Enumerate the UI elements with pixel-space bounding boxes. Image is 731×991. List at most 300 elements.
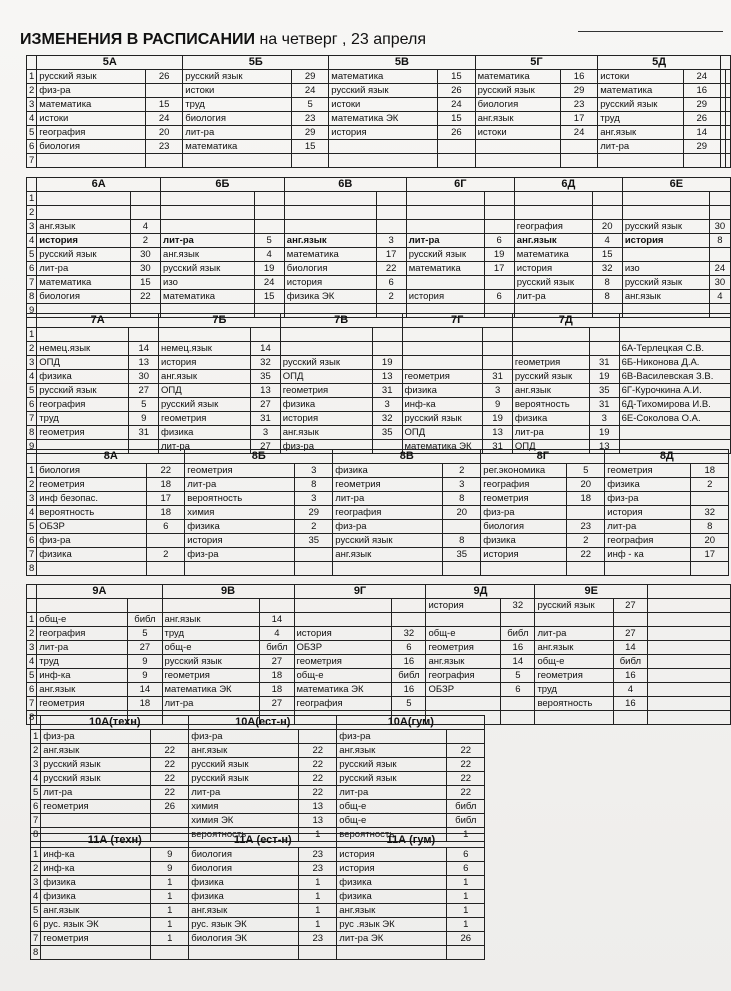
subject-cell: анг.язык: [37, 220, 131, 234]
subject-cell: биология: [37, 140, 146, 154]
lesson-number: 1: [27, 464, 37, 478]
room-cell: 18: [567, 492, 605, 506]
room-cell: 26: [438, 126, 475, 140]
room-cell: 9: [128, 669, 162, 683]
room-cell: 26: [145, 70, 182, 84]
subject-cell: немец.язык: [37, 342, 129, 356]
subject-cell: география: [514, 220, 592, 234]
teacher-note: 6Б-Никонова Д.А.: [619, 356, 730, 370]
subject-cell: история: [284, 276, 376, 290]
schedule-table: [26, 313, 731, 454]
subject-cell: русский язык: [41, 772, 151, 786]
room-cell: 24: [291, 84, 328, 98]
subject-cell: геометрия: [294, 655, 392, 669]
signature-line: [578, 31, 723, 32]
room-cell: 13: [589, 440, 619, 454]
room-cell: 2: [376, 290, 406, 304]
class-header: 11А (техн): [41, 834, 189, 848]
lesson-number: 7: [27, 276, 37, 290]
lesson-number: 8: [27, 711, 37, 725]
subject-cell: физ-ра: [37, 84, 146, 98]
teacher-note: [648, 641, 731, 655]
lesson-number: 5: [27, 384, 37, 398]
subject-cell: геометрия: [159, 412, 251, 426]
lesson-number: 6: [31, 918, 41, 932]
subject-cell: [329, 140, 438, 154]
lesson-number-header: [31, 834, 41, 848]
room-cell: 16: [613, 697, 647, 711]
room-cell: [592, 206, 622, 220]
subject-cell: математика: [598, 84, 683, 98]
table-row: [27, 234, 731, 248]
subject-cell: лит-ра: [406, 234, 484, 248]
subject-cell: [475, 140, 560, 154]
room-cell: [376, 220, 406, 234]
room-cell: 8: [691, 520, 729, 534]
subject-cell: русский язык: [161, 262, 255, 276]
lesson-number: 4: [27, 655, 37, 669]
subject-cell: геометрия: [402, 370, 483, 384]
room-cell: 22: [151, 758, 189, 772]
room-cell: 8: [295, 478, 333, 492]
room-cell: [251, 328, 281, 342]
room-cell: [295, 562, 333, 576]
subject-cell: [598, 154, 683, 168]
room-cell: 9: [151, 862, 189, 876]
table-row: [27, 669, 731, 683]
subject-cell: лит-ра: [162, 697, 260, 711]
room-cell: 4: [709, 290, 730, 304]
room-cell: 15: [438, 70, 475, 84]
class-header: 7В: [280, 314, 402, 328]
room-cell: 5: [567, 464, 605, 478]
room-cell: 8: [592, 276, 622, 290]
room-cell: библ: [128, 613, 162, 627]
table-row: [27, 356, 731, 370]
subject-cell: истоки: [183, 84, 292, 98]
lesson-number: 7: [27, 154, 37, 168]
room-cell: 24: [438, 98, 475, 112]
lesson-number: 6: [27, 398, 37, 412]
room-cell: 9: [483, 398, 513, 412]
teacher-note: [648, 683, 731, 697]
subject-cell: общ-е: [535, 655, 613, 669]
subject-cell: математика: [406, 262, 484, 276]
lesson-number: 6: [27, 262, 37, 276]
room-cell: [299, 730, 337, 744]
room-cell: 14: [260, 613, 294, 627]
room-cell: 15: [592, 248, 622, 262]
table-row: [27, 220, 731, 234]
room-cell: 31: [251, 412, 281, 426]
teacher-note: 6В-Василевская З.В.: [619, 370, 730, 384]
room-cell: 23: [145, 140, 182, 154]
room-cell: 22: [567, 548, 605, 562]
subject-cell: ОПД: [512, 440, 589, 454]
room-cell: 9: [151, 848, 189, 862]
class-header: [619, 314, 730, 328]
room-cell: 18: [260, 669, 294, 683]
subject-cell: география: [37, 126, 146, 140]
room-cell: библ: [613, 655, 647, 669]
subject-cell: ОБЗР: [37, 520, 147, 534]
table-row: [27, 248, 731, 262]
room-cell: 26: [438, 84, 475, 98]
room-cell: 20: [567, 478, 605, 492]
class-header: 9Е: [535, 585, 648, 599]
subject-cell: биология: [481, 520, 567, 534]
room-cell: [291, 154, 328, 168]
subject-cell: [294, 599, 392, 613]
room-cell: [592, 192, 622, 206]
subject-cell: [284, 206, 376, 220]
header-row: [27, 585, 731, 599]
room-cell: 4: [260, 627, 294, 641]
class-header: 9Г: [294, 585, 426, 599]
room-cell: 23: [299, 862, 337, 876]
room-cell: библ: [392, 669, 426, 683]
table-row: [31, 890, 485, 904]
subject-cell: ОПД: [159, 384, 251, 398]
subject-cell: русский язык: [337, 758, 447, 772]
room-cell: 22: [376, 262, 406, 276]
subject-cell: истоки: [598, 70, 683, 84]
room-cell: 1: [299, 904, 337, 918]
subject-cell: физика: [37, 548, 147, 562]
room-cell: [147, 534, 185, 548]
subject-cell: анг.язык: [535, 641, 613, 655]
room-cell: 2: [295, 520, 333, 534]
subject-cell: анг.язык: [189, 904, 299, 918]
subject-cell: физ-ра: [185, 548, 295, 562]
table-row: [27, 398, 731, 412]
subject-cell: история: [185, 534, 295, 548]
room-cell: 6: [484, 234, 514, 248]
subject-cell: физика: [159, 426, 251, 440]
class-header: 8А: [37, 450, 185, 464]
room-cell: 26: [447, 932, 485, 946]
room-cell: 35: [443, 548, 481, 562]
subject-cell: [294, 613, 392, 627]
header-row: [27, 450, 729, 464]
subject-cell: русский язык: [329, 84, 438, 98]
room-cell: 32: [392, 627, 426, 641]
table-row: [27, 98, 731, 112]
subject-cell: рег.экономика: [481, 464, 567, 478]
room-cell: [376, 192, 406, 206]
subject-cell: геометрия: [37, 426, 129, 440]
subject-cell: [337, 946, 447, 960]
subject-cell: труд: [37, 655, 128, 669]
subject-cell: лит-ра: [185, 478, 295, 492]
subject-cell: общ-е: [162, 641, 260, 655]
room-cell: 26: [683, 112, 720, 126]
room-cell: [295, 548, 333, 562]
room-cell: 8: [709, 234, 730, 248]
lesson-number: 1: [31, 848, 41, 862]
room-cell: 1: [151, 890, 189, 904]
class-header: 5Д: [598, 56, 721, 70]
room-cell: 19: [483, 412, 513, 426]
room-cell: 6: [447, 862, 485, 876]
room-cell: 23: [299, 848, 337, 862]
room-cell: [709, 192, 730, 206]
table-row: [31, 862, 485, 876]
subject-cell: биология: [284, 262, 376, 276]
room-cell: [130, 192, 160, 206]
room-cell: [376, 206, 406, 220]
class-header: 9А: [37, 585, 162, 599]
room-cell: [691, 492, 729, 506]
class-header: 11А (гум): [337, 834, 485, 848]
subject-cell: [41, 946, 151, 960]
lesson-number: 4: [27, 112, 37, 126]
room-cell: 23: [567, 520, 605, 534]
room-cell: 6: [501, 683, 535, 697]
subject-cell: русский язык: [333, 534, 443, 548]
room-cell: 6: [147, 520, 185, 534]
subject-cell: истоки: [475, 126, 560, 140]
room-cell: [709, 248, 730, 262]
table-row: [31, 904, 485, 918]
room-cell: 29: [291, 126, 328, 140]
room-cell: 19: [254, 262, 284, 276]
room-cell: 9: [129, 412, 159, 426]
lesson-number-header: [31, 716, 41, 730]
subject-cell: анг.язык: [622, 290, 709, 304]
lesson-number: 2: [27, 206, 37, 220]
subject-cell: [514, 192, 592, 206]
room-cell: 31: [589, 356, 619, 370]
room-cell: 29: [295, 506, 333, 520]
subject-cell: история: [426, 599, 501, 613]
subject-cell: изо: [622, 262, 709, 276]
subject-cell: лит-ра: [514, 290, 592, 304]
room-cell: 16: [501, 641, 535, 655]
subject-cell: [189, 946, 299, 960]
class-header: 10А(техн): [41, 716, 189, 730]
lesson-number: [27, 599, 37, 613]
subject-cell: физика: [41, 876, 151, 890]
class-header: 8Г: [481, 450, 605, 464]
subject-cell: [535, 711, 613, 725]
class-header: 5А: [37, 56, 183, 70]
lesson-number: 9: [27, 440, 37, 454]
room-cell: 13: [251, 384, 281, 398]
room-cell: [589, 328, 619, 342]
room-cell: [443, 520, 481, 534]
subject-cell: инф-ка: [41, 862, 151, 876]
room-cell: 27: [128, 641, 162, 655]
room-cell: 3: [251, 426, 281, 440]
room-cell: 30: [130, 262, 160, 276]
subject-cell: [37, 206, 131, 220]
table-row: [27, 126, 731, 140]
room-cell: 31: [589, 398, 619, 412]
table-row: [27, 478, 729, 492]
room-cell: 5: [254, 234, 284, 248]
room-cell: 3: [376, 234, 406, 248]
subject-cell: русский язык: [337, 772, 447, 786]
subject-cell: лит-ра: [159, 440, 251, 454]
schedule-table: [26, 449, 729, 576]
room-cell: 29: [683, 140, 720, 154]
lesson-number: 4: [31, 890, 41, 904]
room-cell: 3: [443, 478, 481, 492]
subject-cell: лит-ра: [512, 426, 589, 440]
subject-cell: физ-ра: [37, 534, 147, 548]
room-cell: 3: [295, 464, 333, 478]
room-cell: 13: [129, 356, 159, 370]
subject-cell: физика: [605, 478, 691, 492]
lesson-number: 1: [31, 730, 41, 744]
table-row: [27, 70, 731, 84]
subject-cell: математика: [475, 70, 560, 84]
room-cell: 27: [613, 599, 647, 613]
room-cell: 27: [260, 655, 294, 669]
lesson-number-header: [27, 450, 37, 464]
lesson-number: 7: [27, 548, 37, 562]
room-cell: 16: [613, 669, 647, 683]
room-cell: 16: [392, 655, 426, 669]
subject-cell: лит-ра: [605, 520, 691, 534]
room-cell: 30: [129, 370, 159, 384]
subject-cell: геометрия: [535, 669, 613, 683]
table-row: [31, 918, 485, 932]
subject-cell: физ-ра: [333, 520, 443, 534]
lesson-number: 3: [31, 758, 41, 772]
class-header: 6Б: [161, 178, 285, 192]
lesson-number: 2: [31, 862, 41, 876]
class-header: 7Д: [512, 314, 619, 328]
subject-cell: физ-ра: [605, 492, 691, 506]
subject-cell: вероятность: [535, 697, 613, 711]
subject-cell: анг.язык: [337, 744, 447, 758]
room-cell: 31: [483, 440, 513, 454]
room-cell: 15: [145, 98, 182, 112]
room-cell: [484, 206, 514, 220]
subject-cell: ОБЗР: [294, 641, 392, 655]
room-cell: [725, 154, 730, 168]
subject-cell: русский язык: [535, 599, 613, 613]
teacher-note: [648, 655, 731, 669]
lesson-number: 5: [31, 786, 41, 800]
subject-cell: история: [329, 126, 438, 140]
subject-cell: история: [406, 290, 484, 304]
table-row: [31, 848, 485, 862]
teacher-note: [648, 613, 731, 627]
room-cell: 19: [589, 370, 619, 384]
table-row: [27, 328, 731, 342]
room-cell: 8: [443, 534, 481, 548]
table-row: [27, 276, 731, 290]
subject-cell: геометрия: [512, 356, 589, 370]
subject-cell: рус. язык ЭК: [41, 918, 151, 932]
subject-cell: [37, 599, 128, 613]
room-cell: 2: [147, 548, 185, 562]
subject-cell: [162, 599, 260, 613]
room-cell: 5: [129, 398, 159, 412]
lesson-number: 1: [27, 70, 37, 84]
schedule-table: [30, 715, 485, 842]
title-rest: на четверг , 23 апреля: [255, 31, 427, 48]
subject-cell: геометрия: [41, 800, 151, 814]
lesson-number: 2: [27, 342, 37, 356]
room-cell: [560, 140, 597, 154]
subject-cell: ОПД: [280, 370, 372, 384]
class-header: 6Г: [406, 178, 514, 192]
room-cell: 20: [145, 126, 182, 140]
room-cell: 31: [483, 370, 513, 384]
subject-cell: общ-е: [294, 669, 392, 683]
lesson-number: 6: [27, 140, 37, 154]
subject-cell: русский язык: [598, 98, 683, 112]
subject-cell: анг.язык: [475, 112, 560, 126]
table-row: [31, 946, 485, 960]
subject-cell: немец.язык: [159, 342, 251, 356]
lesson-number: 5: [27, 520, 37, 534]
room-cell: [725, 98, 730, 112]
room-cell: [129, 328, 159, 342]
subject-cell: химия ЭК: [189, 814, 299, 828]
room-cell: 1: [447, 876, 485, 890]
lesson-number-header: [27, 178, 37, 192]
class-header: 6Д: [514, 178, 622, 192]
lesson-number: 7: [31, 932, 41, 946]
class-header: 7Г: [402, 314, 512, 328]
subject-cell: [426, 697, 501, 711]
subject-cell: инф-ка: [37, 669, 128, 683]
room-cell: [299, 946, 337, 960]
subject-cell: [622, 206, 709, 220]
room-cell: 24: [145, 112, 182, 126]
subject-cell: инф-ка: [41, 848, 151, 862]
subject-cell: [622, 192, 709, 206]
subject-cell: география: [426, 669, 501, 683]
schedule-block-b7: [26, 313, 731, 454]
subject-cell: [161, 220, 255, 234]
class-header: 9В: [162, 585, 294, 599]
subject-cell: анг.язык: [512, 384, 589, 398]
table-row: [27, 464, 729, 478]
room-cell: 22: [299, 772, 337, 786]
subject-cell: биология: [475, 98, 560, 112]
subject-cell: математика ЭК: [294, 683, 392, 697]
room-cell: [725, 84, 730, 98]
subject-cell: [284, 220, 376, 234]
room-cell: [501, 711, 535, 725]
room-cell: 1: [151, 918, 189, 932]
subject-cell: ОБЗР: [426, 683, 501, 697]
room-cell: 22: [299, 758, 337, 772]
room-cell: 30: [709, 220, 730, 234]
room-cell: 22: [151, 744, 189, 758]
room-cell: [560, 154, 597, 168]
table-row: [27, 548, 729, 562]
subject-cell: труд: [535, 683, 613, 697]
lesson-number: 7: [27, 412, 37, 426]
room-cell: 2: [130, 234, 160, 248]
room-cell: [443, 562, 481, 576]
subject-cell: анг.язык: [280, 426, 372, 440]
table-row: [27, 412, 731, 426]
room-cell: 17: [691, 548, 729, 562]
table-row: [27, 683, 731, 697]
subject-cell: лит-ра: [37, 262, 131, 276]
table-row: [27, 342, 731, 356]
class-header: 5В: [329, 56, 475, 70]
subject-cell: история: [337, 848, 447, 862]
